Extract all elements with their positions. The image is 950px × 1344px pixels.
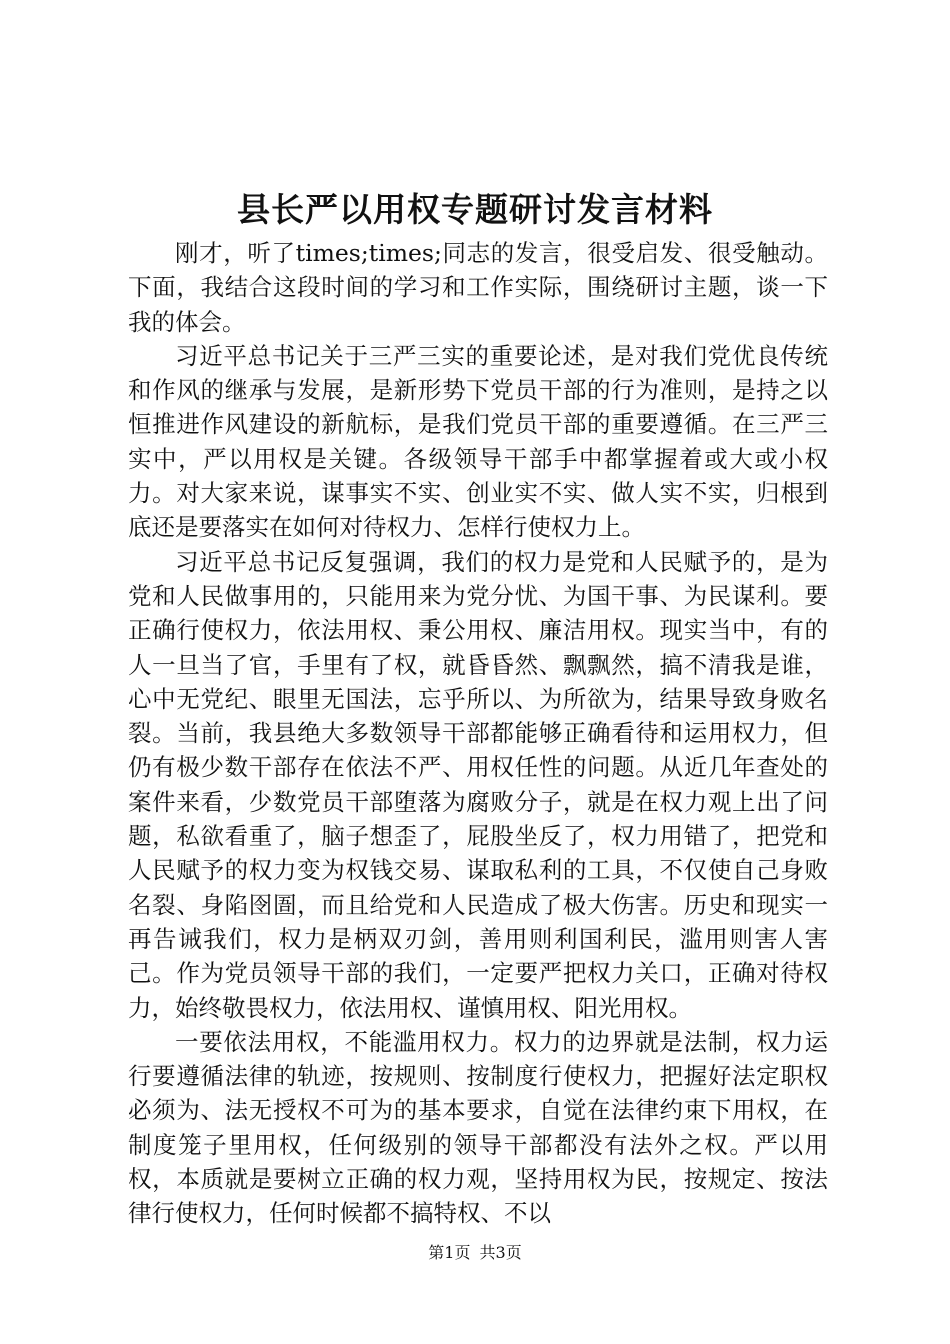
document-title: 县长严以用权专题研讨发言材料 [237,190,713,229]
page-total: 共3页 [479,1243,522,1262]
page-footer [0,1242,950,1264]
page-number: 第1页 [428,1243,471,1262]
document-body [128,236,828,1231]
paragraph-4: 一要依法用权，不能滥用权力。权力的边界就是法制，权力运行要遵循法律的轨迹，按规则、按制度行使权力，把握好法定职权必须为、法无授权不可为的基本要求，自觉在法律约束下用权，在制度笼子里用权，任何级别的领导干部都没有法外之权。严以用权，本质就是要树立正确的权力观，坚持用权为民，按规定、按法律行使权力，任何时候都不搞特权、不以 [128,1027,828,1228]
paragraph-3: 习近平总书记反复强调，我们的权力是党和人民赋予的，是为党和人民做事用的，只能用来为党分忧、为国干事、为民谋利。要正确行使权力，依法用权、秉公用权、廉洁用权。现实当中，有的人一旦当了官，手里有了权，就昏昏然、飘飘然，搞不清我是谁，心中无党纪、眼里无国法，忘乎所以、为所欲为，结果导致身败名裂。当前，我县绝大多数领导干部都能够正确看待和运用权力，但仍有极少数干部存在依法不严、用权任性的问题。从近几年查处的案件来看，少数党员干部堕落为腐败分子，就是在权力观上出了问题，私欲看重了，脑子想歪了，屁股坐反了，权力用错了，把党和人民赋予的权力变为权钱交易、谋取私利的工具，不仅使自己身败名裂、身陷囹圄，而且给党和人民造成了极大伤害。历史和现实一再告诫我们，权力是柄双刃剑，善用则利国利民，滥用则害人害己。作为党员领导干部的我们，一定要严把权力关口，正确对待权力，始终敬畏权力，依法用权、谨慎用权、阳光用权。 [128,547,828,1022]
paragraph-1: 刚才，听了times;times;同志的发言，很受启发、很受触动。下面，我结合这段时间的学习和工作实际，围绕研讨主题，谈一下我的体会。 [128,239,828,336]
paragraph-2: 习近平总书记关于三严三实的重要论述，是对我们党优良传统和作风的继承与发展，是新形势下党员干部的行为准则，是持之以恒推进作风建设的新航标，是我们党员干部的重要遵循。在三严三实中，严以用权是关键。各级领导干部手中都掌握着或大或小权力。对大家来说，谋事实不实、创业实不实、做人实不实，归根到底还是要落实在如何对待权力、怎样行使权力上。 [128,341,828,542]
